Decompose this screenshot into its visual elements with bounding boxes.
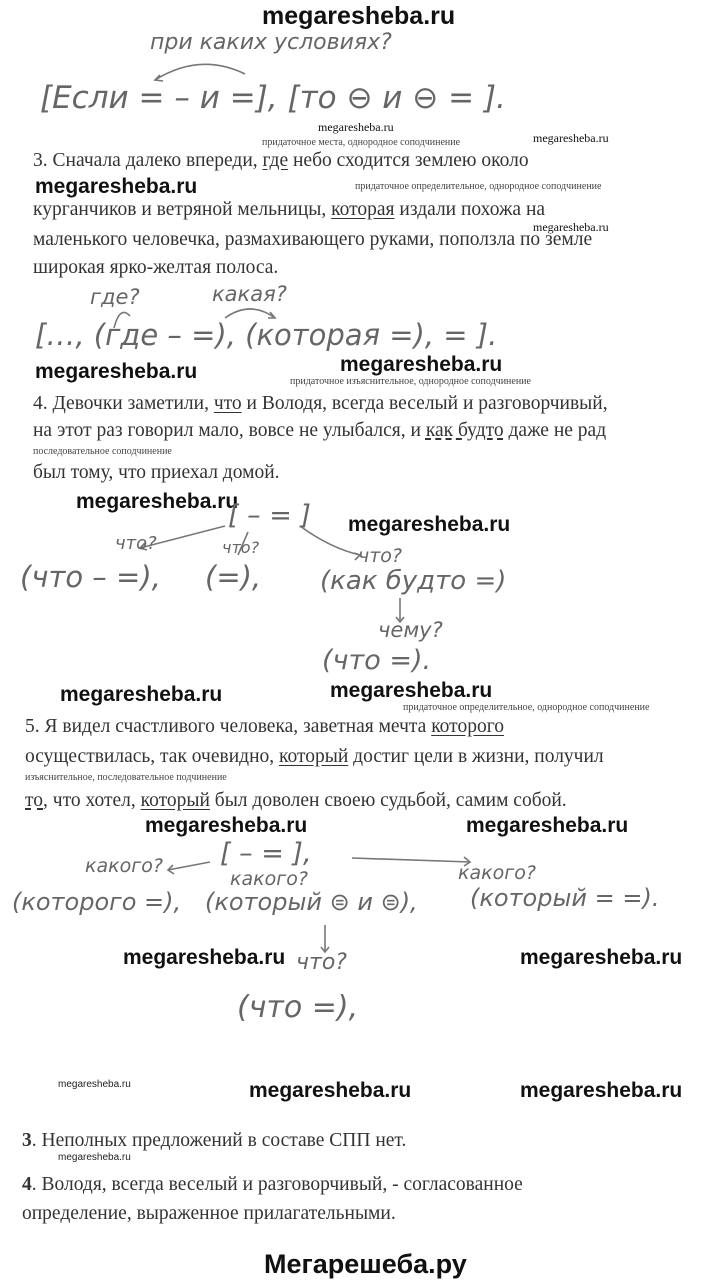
- watermark: megaresheba.ru: [520, 946, 683, 969]
- conj-kotorogo: которого: [431, 716, 504, 737]
- watermark: megaresheba.ru: [249, 1079, 412, 1102]
- scheme5-q3: какого?: [458, 862, 536, 884]
- note-5: придаточное определительное, однородное соподчинение: [403, 702, 650, 713]
- scheme4-q1: что?: [115, 533, 157, 554]
- conj-chto: что: [213, 393, 242, 414]
- conj-gde: где: [262, 150, 289, 171]
- answer-4-line1: 4. Володя, всегда веселый и разговорчивый, - согласованное: [22, 1174, 523, 1195]
- scheme5-q1: какого?: [85, 855, 163, 877]
- sentence3-line4: широкая ярко-желтая полоса.: [33, 257, 279, 278]
- arrow-scheme5-right: [352, 858, 470, 862]
- watermark: megaresheba.ru: [520, 1079, 683, 1102]
- watermark: megaresheba.ru: [123, 946, 286, 969]
- page-footer-site: Мегарешеба.ру: [264, 1249, 467, 1279]
- scheme1-formula: [Если = – и =], [то ⊖ и ⊖ = ].: [40, 80, 506, 116]
- watermark: megaresheba.ru: [58, 1152, 131, 1163]
- word-to: то: [25, 790, 44, 811]
- watermark: megaresheba.ru: [340, 353, 503, 376]
- scheme4-c3: (как будто =): [320, 566, 507, 596]
- arrow-scheme3-which: [225, 309, 275, 318]
- sentence3-line2: курганчиков и ветряной мельницы, которая издали похожа на: [33, 199, 546, 220]
- sentence3-line3: маленького человечка, размахивающего руками, поползла по земле: [33, 229, 593, 250]
- watermark: megaresheba.ru: [60, 683, 223, 706]
- scheme1-question: при каких условиях?: [150, 30, 392, 55]
- scheme5-c3: (который = =).: [470, 884, 660, 912]
- scheme5-q2: какого?: [230, 868, 308, 890]
- scheme4-c2: (=),: [205, 560, 262, 594]
- sentence5-line1: 5. Я видел счастливого человека, заветная мечта которого: [25, 716, 504, 737]
- scheme5-main: [ – = ],: [220, 838, 312, 869]
- scheme4-q4: чему?: [378, 618, 443, 642]
- scheme4-c1: (что – =),: [20, 560, 161, 594]
- conj-kak-budto: как будто: [425, 420, 504, 441]
- answer-3: 3. Неполных предложений в составе СПП нет.: [22, 1130, 407, 1151]
- conj-kotoryi-1: который: [279, 746, 349, 767]
- scheme4-q3: что?: [358, 545, 403, 567]
- watermark: megaresheba.ru: [318, 120, 394, 134]
- scheme4-c4: (что =).: [322, 645, 432, 676]
- page-header-site: megaresheba.ru: [262, 2, 456, 30]
- answer-4-line2: определение, выраженное прилагательными.: [22, 1203, 396, 1224]
- sentence4-line2: на этот раз говорил мало, вовсе не улыбался, и как будто даже не рад: [33, 420, 607, 441]
- watermark: megaresheba.ru: [533, 220, 609, 234]
- scheme4-main: [ – = ]: [228, 500, 311, 531]
- note-2: придаточное определительное, однородное соподчинение: [355, 181, 602, 192]
- watermark: megaresheba.ru: [533, 131, 609, 145]
- watermark: megaresheba.ru: [58, 1079, 131, 1090]
- note-3: придаточное изъяснительное, однородное соподчинение: [290, 376, 531, 387]
- conj-kotoraya: которая: [331, 199, 395, 220]
- scheme5-q4: что?: [296, 950, 347, 975]
- watermark: megaresheba.ru: [348, 513, 511, 536]
- watermark: megaresheba.ru: [330, 679, 493, 702]
- scheme5-c4: (что =),: [237, 990, 359, 1025]
- scheme3-q-which: какая?: [212, 282, 287, 306]
- sentence4-line1: 4. Девочки заметили, что и Володя, всегда веселый и разговорчивый,: [33, 393, 608, 414]
- arrow-scheme5-left: [168, 862, 210, 870]
- sentence4-line3: был тому, что приехал домой.: [33, 462, 280, 483]
- arrow-scheme1: [155, 64, 245, 80]
- watermark: megaresheba.ru: [35, 175, 198, 198]
- note-6: изъяснительное, последовательное подчинение: [25, 772, 227, 783]
- watermark: megaresheba.ru: [35, 360, 198, 383]
- scheme4-q2: что?: [222, 538, 260, 557]
- note-1: придаточное места, однородное соподчинение: [262, 137, 461, 148]
- scheme5-c2: (который ⊜ и ⊜),: [205, 888, 418, 916]
- conj-kotoryi-2: который: [140, 790, 210, 811]
- sentence5-line2: осуществилась, так очевидно, который достиг цели в жизни, получил: [25, 746, 604, 767]
- note-4: последовательное соподчинение: [33, 446, 172, 457]
- watermark: megaresheba.ru: [76, 490, 239, 513]
- scheme3-q-where: где?: [90, 285, 140, 309]
- sentence3-line1: 3. Сначала далеко впереди, где небо сходится землею около: [33, 150, 529, 171]
- watermark: megaresheba.ru: [145, 814, 308, 837]
- watermark: megaresheba.ru: [466, 814, 629, 837]
- scheme5-c1: (которого =),: [12, 888, 182, 916]
- scheme3-formula: […, (где – =), (которая =), = ].: [35, 318, 498, 352]
- sentence5-line3: то, что хотел, который был доволен своею судьбой, самим собой.: [25, 790, 567, 811]
